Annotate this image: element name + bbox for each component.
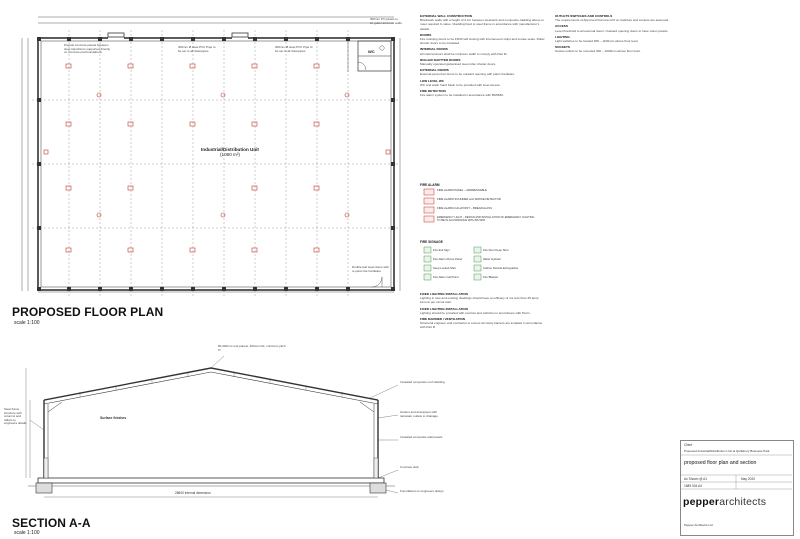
note-7-text: Fire alarm system to be installed in accordance with BS5839. — [420, 93, 504, 98]
legend-item-2: FIRE ALARM SOUNDER and SMOKE DETECTOR — [437, 197, 501, 201]
section-a-a — [26, 356, 398, 497]
note-5-heading: EXTERNAL DOORS — [420, 68, 449, 73]
annotation-section-r2: Gutters and downpipes with rainwater outlets to drainage — [400, 410, 438, 418]
sign-legend-title: FIRE SIGNAGE — [420, 240, 443, 244]
tb-dwg-no: 1689 004 A4 — [684, 484, 702, 488]
note-6 — [420, 79, 548, 87]
wc-label: WC — [368, 49, 375, 54]
note-c3-2-text: Level threshold to all external doors. Outward opening doors to have vision panels. — [555, 28, 669, 33]
sign-item-4: Fire Alarm Call Point — [433, 275, 459, 279]
notes-column-3 — [555, 14, 677, 434]
note-2-text: Fire resisting doors to be FD30 self closing with intumescent strips and smoke seals. Roller shutter doors to be insulated. — [420, 37, 545, 46]
annotation-section-r1: Insulated composite roof cladding — [400, 380, 445, 384]
logo-bold: pepper — [683, 496, 720, 508]
room-name: Industrial/Distribution Unit — [201, 147, 259, 152]
note-6-text: WC and wash hand basin to be provided with level access. — [420, 82, 501, 87]
note-1 — [420, 14, 548, 31]
note-c3-4-heading: SOCKETS — [555, 45, 570, 50]
annotation-section-r3: Insulated composite wall panels — [400, 435, 443, 439]
annotation-plan-right-bottom: Double leaf steel doors with to panic bar hardware — [352, 265, 389, 273]
notes-column-1 — [420, 14, 548, 182]
note-c3-4-text: Socket outlets to be mounted 400 – 1000mm above floor level. — [555, 49, 641, 54]
company-logo — [683, 496, 766, 508]
note-3-heading: INTERNAL DOORS — [420, 47, 448, 52]
legend-item-4: EMERGENCY LIGHT – DESIGN AND INSTALLATION OF EMERGENCY LIGHTING TO BE IN ACCORDANCE WITH BS 5266 — [437, 216, 535, 222]
tb-scale: As Shown @ A1 — [684, 477, 708, 481]
note-c2-2-text: Lighting should be provided with controls and switches in accordance with Part L. — [420, 310, 532, 315]
note-c2-2-heading: FIXED LIGHTING INSTALLATION — [420, 306, 468, 311]
svg-text:28600 internal dimension: 28600 internal dimension — [175, 491, 211, 495]
annotation-section-left: Steel frame structure with columns and rafters to engineers details — [4, 407, 27, 426]
note-7-heading: FIRE DETECTION — [420, 89, 446, 94]
note-c2-2 — [420, 307, 548, 315]
note-c2-3 — [420, 317, 548, 330]
notes-column-2 — [420, 292, 548, 492]
note-c3-1-text: The requirements of Approved Document M on switches and sockets are assumed. — [555, 18, 670, 23]
note-4-text: Manually operated galvanised steel roller shutter doors. — [420, 62, 497, 67]
tb-client: Client — [684, 443, 693, 447]
fire-alarm-symbols — [44, 64, 390, 252]
note-3 — [420, 47, 548, 55]
note-c2-3-text: Structural engineer and contractor to ensure all cavity barriers are installed in accordance with Part B. — [420, 321, 543, 330]
section-dimension-labels — [175, 491, 211, 495]
note-1-text: Blockwork walls with a height of 2.1m between steelwork and composite cladding above to meet required U-value. Cladding fixed to steel frame in accordance with manufacturer's details. — [420, 18, 544, 31]
section-title: SECTION A-A — [12, 516, 91, 530]
note-2 — [420, 33, 548, 46]
note-7 — [420, 89, 548, 97]
annotation-section-r5: Foundations to engineers design — [400, 489, 444, 493]
legend-symbols — [424, 189, 434, 222]
section-scale: scale 1:100 — [14, 530, 40, 536]
sign-item-2: Fire Alarm Above Panel — [433, 257, 463, 261]
note-c3-2 — [555, 24, 677, 32]
note-c3-3 — [555, 35, 677, 43]
note-5-text: External personnel doors to be outward opening with panic hardware. — [420, 72, 516, 77]
note-c3-3-heading: LIGHTING — [555, 34, 570, 39]
sign-item-3: Keep Locked Shut — [433, 266, 456, 270]
tb-project: Proposed Industrial/Distribution Unit at Quillsbury Business Park — [684, 449, 770, 453]
note-4 — [420, 58, 548, 66]
note-c3-1-heading: OUTLETS SWITCHES AND CONTROLS — [555, 14, 613, 18]
title-block — [680, 440, 794, 536]
note-c2-1-heading: FIXED LIGHTING INSTALLATION — [420, 292, 468, 296]
annotation-section-top: 80-200mm roof panels, 200mm thk, minimum pitch 6° — [218, 344, 286, 352]
legend-title: FIRE ALARM — [420, 183, 440, 187]
plan-scale: scale 1:100 — [14, 320, 40, 326]
note-c3-3-text: Light switches to be located 900 – 1100mm above floor level. — [555, 39, 639, 44]
annotation-plan-left: Precast concrete panels between steel stanchions supported directly on concrete pad foundations — [64, 43, 111, 55]
plan-title: PROPOSED FLOOR PLAN — [12, 305, 164, 319]
note-c3-1 — [555, 14, 677, 22]
note-5 — [420, 68, 548, 76]
note-c2-3-heading: FIRE BARRIER / VENTILATION — [420, 317, 465, 322]
sign-item-7: Carbon Dioxide Extinguisher — [483, 266, 519, 270]
tb-date: May 2020 — [741, 477, 755, 481]
legend-item-1: FIRE ALARM PANEL – ADDRESSABLE — [437, 188, 487, 192]
note-1-heading: EXTERNAL WALL CONSTRUCTION — [420, 14, 472, 18]
sign-item-5: Fire Door Keep Shut — [483, 248, 509, 252]
annotation-section-r4: Concrete slab — [400, 465, 419, 469]
tb-drawing: proposed floor plan and section — [684, 460, 757, 466]
note-c3-4 — [555, 45, 677, 53]
tb-address: Pepper Architects Ltd — [684, 523, 713, 527]
sign-item-1: Fire Exit Sign — [433, 248, 450, 252]
annotation-plan-mid1: 300mm Ø steel PVC Pipe to be set to all downpipes — [178, 45, 216, 53]
note-4-heading: ROLLER SHUTTER DOORS — [420, 57, 461, 62]
annotation-plan-right-top: 300mm PV panels to be gutter and over walls — [370, 17, 402, 25]
note-6-heading: LOW LEVEL WC — [420, 78, 445, 83]
logo-rest: architects — [719, 496, 767, 508]
sign-item-8: Fire Blanket — [483, 275, 498, 279]
room-label — [190, 147, 270, 157]
annotation-surface: Surface finishes — [100, 416, 127, 420]
annotation-plan-mid2: 300mm Ø steel PVC Pipe to be set to all downpipes — [275, 45, 313, 53]
note-c3-2-heading: ACCESS — [555, 24, 568, 29]
note-c2-1-text: Lighting in new and existing dwellings should have an efficacy of not less than 45 lamp lumens per circuit watt. — [420, 296, 539, 305]
room-area: (1060 m²) — [220, 152, 240, 157]
note-3-text: All internal doors shall be minimum width to comply with Part M. — [420, 51, 508, 56]
sign-item-6: Water Hydrant — [483, 257, 501, 261]
note-2-heading: DOORS — [420, 32, 432, 37]
legend-item-3: FIRE ALARM CALLPOINT – BREAKGLASS — [437, 206, 492, 210]
note-c2-1 — [420, 292, 548, 305]
